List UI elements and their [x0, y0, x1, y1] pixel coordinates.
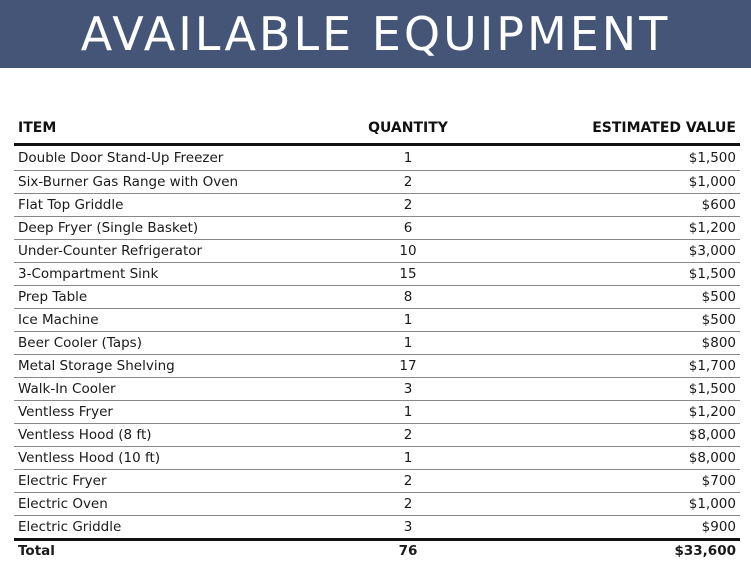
table-row [14, 424, 740, 447]
title-banner [0, 0, 751, 68]
item-cell: Beer Cooler (Taps) [14, 332, 332, 355]
value-cell: $500 [484, 286, 740, 309]
page-title: AVAILABLE EQUIPMENT [80, 7, 671, 61]
value-cell: $8,000 [484, 424, 740, 447]
value-cell: $1,000 [484, 171, 740, 194]
table-row [14, 447, 740, 470]
table-row [14, 171, 740, 194]
table-row [14, 309, 740, 332]
quantity-cell: 6 [332, 217, 484, 240]
table-body [14, 145, 740, 540]
table-row [14, 194, 740, 217]
column-header-quantity: QUANTITY [332, 112, 484, 145]
item-cell: 3-Compartment Sink [14, 263, 332, 286]
item-cell: Prep Table [14, 286, 332, 309]
total-value: $33,600 [484, 540, 740, 562]
table-header [14, 112, 740, 145]
equipment-table-container [14, 112, 740, 561]
item-cell: Deep Fryer (Single Basket) [14, 217, 332, 240]
total-row [14, 540, 740, 562]
item-cell: Flat Top Griddle [14, 194, 332, 217]
table-row [14, 493, 740, 516]
quantity-cell: 8 [332, 286, 484, 309]
column-header-value: ESTIMATED VALUE [484, 112, 740, 145]
total-quantity: 76 [332, 540, 484, 562]
table-row [14, 378, 740, 401]
item-cell: Under-Counter Refrigerator [14, 240, 332, 263]
table-row [14, 217, 740, 240]
quantity-cell: 2 [332, 424, 484, 447]
table-row [14, 516, 740, 540]
value-cell: $700 [484, 470, 740, 493]
value-cell: $600 [484, 194, 740, 217]
quantity-cell: 10 [332, 240, 484, 263]
column-header-item: ITEM [14, 112, 332, 145]
value-cell: $800 [484, 332, 740, 355]
table-row [14, 286, 740, 309]
value-cell: $1,000 [484, 493, 740, 516]
quantity-cell: 3 [332, 378, 484, 401]
item-cell: Walk-In Cooler [14, 378, 332, 401]
quantity-cell: 1 [332, 332, 484, 355]
quantity-cell: 2 [332, 194, 484, 217]
item-cell: Metal Storage Shelving [14, 355, 332, 378]
value-cell: $900 [484, 516, 740, 540]
item-cell: Ventless Hood (10 ft) [14, 447, 332, 470]
quantity-cell: 17 [332, 355, 484, 378]
item-cell: Ventless Fryer [14, 401, 332, 424]
item-cell: Electric Fryer [14, 470, 332, 493]
quantity-cell: 2 [332, 493, 484, 516]
item-cell: Electric Oven [14, 493, 332, 516]
quantity-cell: 1 [332, 447, 484, 470]
value-cell: $1,500 [484, 378, 740, 401]
total-label: Total [14, 540, 332, 562]
value-cell: $8,000 [484, 447, 740, 470]
item-cell: Six-Burner Gas Range with Oven [14, 171, 332, 194]
table-row [14, 145, 740, 171]
value-cell: $3,000 [484, 240, 740, 263]
table-footer [14, 540, 740, 562]
table-row [14, 263, 740, 286]
table-row [14, 240, 740, 263]
header-row [14, 112, 740, 145]
value-cell: $500 [484, 309, 740, 332]
value-cell: $1,200 [484, 401, 740, 424]
item-cell: Ice Machine [14, 309, 332, 332]
quantity-cell: 15 [332, 263, 484, 286]
item-cell: Ventless Hood (8 ft) [14, 424, 332, 447]
value-cell: $1,200 [484, 217, 740, 240]
item-cell: Electric Griddle [14, 516, 332, 540]
quantity-cell: 3 [332, 516, 484, 540]
table-row [14, 401, 740, 424]
value-cell: $1,500 [484, 145, 740, 171]
value-cell: $1,500 [484, 263, 740, 286]
value-cell: $1,700 [484, 355, 740, 378]
quantity-cell: 1 [332, 401, 484, 424]
equipment-table [14, 112, 740, 561]
table-row [14, 470, 740, 493]
quantity-cell: 2 [332, 470, 484, 493]
quantity-cell: 1 [332, 145, 484, 171]
quantity-cell: 2 [332, 171, 484, 194]
table-row [14, 355, 740, 378]
item-cell: Double Door Stand-Up Freezer [14, 145, 332, 171]
table-row [14, 332, 740, 355]
quantity-cell: 1 [332, 309, 484, 332]
